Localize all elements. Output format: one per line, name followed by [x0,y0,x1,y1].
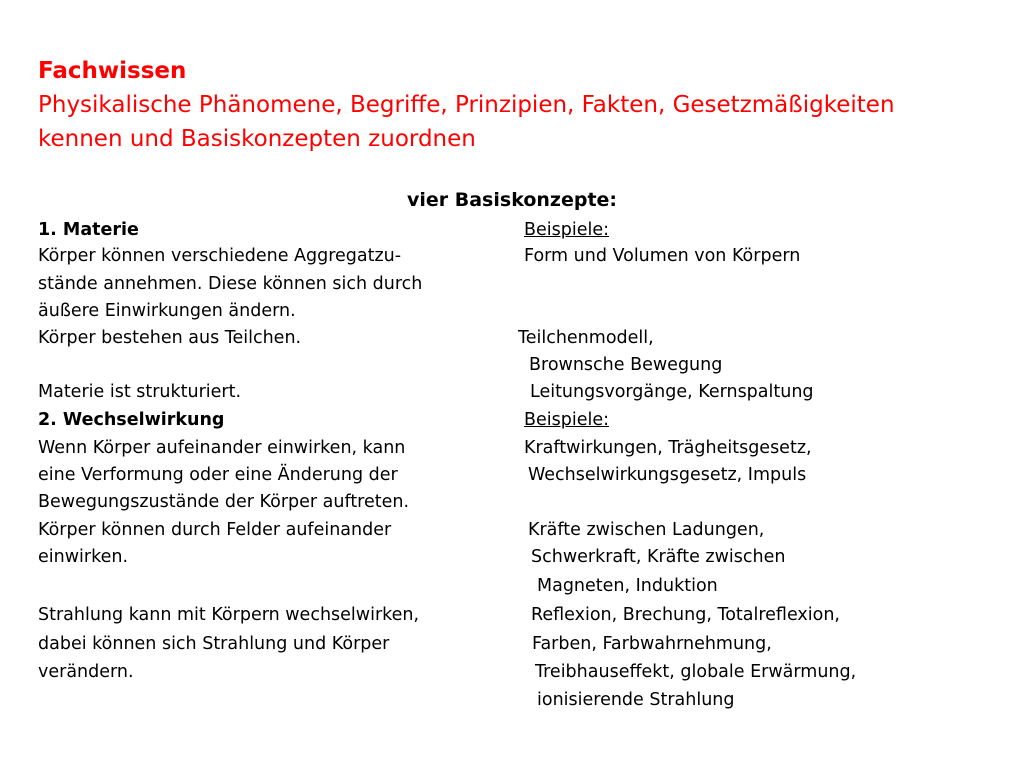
wechselwirkung-example-8: Treibhauseffekt, globale Erwärmung, [535,662,857,682]
wechselwirkung-text-6: Strahlung kann mit Körpern wechselwirken, [38,605,420,625]
wechselwirkung-example-7: Farben, Farbwahrnehmung, [532,634,772,654]
wechselwirkung-example-6: Reflexion, Brechung, Totalreflexion, [531,605,840,625]
materie-text-2: stände annehmen. Diese können sich durch [38,274,423,294]
materie-example-1: Form und Volumen von Körpern [524,246,801,266]
materie-text-1: Körper können verschiedene Aggregatzu- [38,246,402,266]
wechselwirkung-examples-label: Beispiele: [524,410,610,430]
materie-examples-label: Beispiele: [524,220,610,240]
wechselwirkung-text-8: verändern. [38,662,134,682]
wechselwirkung-example-5: Magneten, Induktion [537,576,718,596]
wechselwirkung-example-4: Schwerkraft, Kräfte zwischen [531,547,786,567]
materie-heading: 1. Materie [38,220,139,240]
wechselwirkung-text-3: Bewegungszustände der Körper auftreten. [38,492,410,512]
materie-example-4: Leitungsvorgänge, Kernspaltung [530,382,814,402]
materie-example-2: Teilchenmodell, [518,328,654,348]
wechselwirkung-example-2: Wechselwirkungsgesetz, Impuls [528,465,807,485]
header-subtitle-line2: kennen und Basiskonzepten zuordnen [38,126,476,152]
wechselwirkung-example-3: Kräfte zwischen Ladungen, [528,520,765,540]
header [38,54,895,156]
wechselwirkung-text-4: Körper können durch Felder aufeinander [38,520,392,540]
materie-text-4: Körper bestehen aus Teilchen. [38,328,302,348]
materie-example-3: Brownsche Bewegung [529,355,723,375]
header-subtitle-line1: Physikalische Phänomene, Begriffe, Prinzipien, Fakten, Gesetzmäßigkeiten [38,92,895,118]
wechselwirkung-text-1: Wenn Körper aufeinander einwirken, kann [38,438,406,458]
wechselwirkung-text-7: dabei können sich Strahlung und Körper [38,634,390,654]
materie-text-3: äußere Einwirkungen ändern. [38,301,296,321]
header-title: Fachwissen [38,58,187,84]
materie-text-5: Materie ist strukturiert. [38,382,242,402]
section-title: vier Basiskonzepte: [406,189,618,211]
wechselwirkung-heading: 2. Wechselwirkung [38,410,225,430]
wechselwirkung-text-2: eine Verformung oder eine Änderung der [38,465,398,485]
wechselwirkung-example-9: ionisierende Strahlung [537,690,735,710]
wechselwirkung-text-5: einwirken. [38,547,129,567]
wechselwirkung-example-1: Kraftwirkungen, Trägheitsgesetz, [524,438,812,458]
